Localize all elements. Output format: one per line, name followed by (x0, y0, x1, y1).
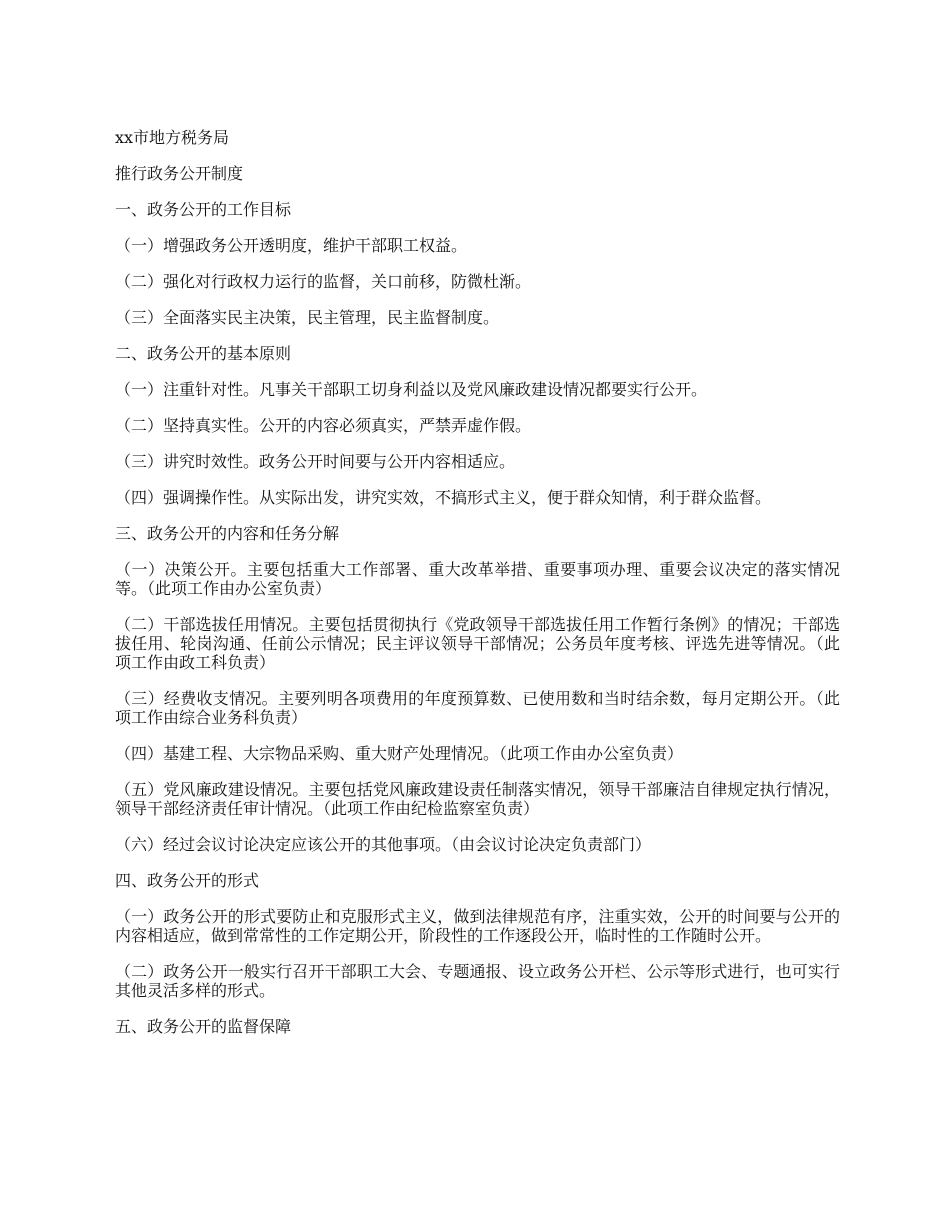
org-title: xx市地方税务局 (115, 128, 230, 147)
section-heading-3: 三、政务公开的内容和任务分解 (115, 524, 340, 543)
section-1-item-1: （一）增强政务公开透明度，维护干部职工权益。 (115, 236, 468, 255)
section-3-item-1: （一）决策公开。主要包括重大工作部署、重大改革举措、重要事项办理、重要会议决定的落实情况等。（此项工作由办公室负责） (115, 560, 840, 598)
section-1-item-3: （三）全面落实民主决策，民主管理，民主监督制度。 (115, 308, 500, 327)
section-4-item-1: （一）政务公开的形式要防止和克服形式主义，做到法律规范有序，注重实效，公开的时间要与公开的内容相适应，做到常常性的工作定期公开，阶段性的工作逐段公开，临时性的工作随时公开。 (115, 907, 840, 945)
section-2-item-3: （三）讲究时效性。政务公开时间要与公开内容相适应。 (115, 452, 516, 471)
section-heading-5: 五、政务公开的监督保障 (115, 1017, 292, 1036)
section-4-item-2: （二）政务公开一般实行召开干部职工大会、专题通报、设立政务公开栏、公示等形式进行，也可实行其他灵活多样的形式。 (115, 962, 840, 1000)
section-1-item-2: （二）强化对行政权力运行的监督，关口前移，防微杜渐。 (115, 272, 532, 291)
section-heading-1: 一、政务公开的工作目标 (115, 200, 292, 219)
section-2-item-2: （二）坚持真实性。公开的内容必须真实，严禁弄虚作假。 (115, 416, 532, 435)
section-3-item-6: （六）经过会议讨论决定应该公开的其他事项。（由会议讨论决定负责部门） (115, 835, 652, 854)
section-2-item-4: （四）强调操作性。从实际出发，讲究实效，不搞形式主义，便于群众知情，利于群众监督。 (115, 488, 772, 507)
section-3-item-3: （三）经费收支情况。主要列明各项费用的年度预算数、已使用数和当时结余数，每月定期公开。（此项工作由综合业务科负责） (115, 689, 840, 727)
section-heading-2: 二、政务公开的基本原则 (115, 344, 292, 363)
section-heading-4: 四、政务公开的形式 (115, 871, 260, 890)
section-3-item-4: （四）基建工程、大宗物品采购、重大财产处理情况。（此项工作由办公室负责） (115, 744, 684, 763)
document-body (115, 128, 840, 1053)
doc-title: 推行政务公开制度 (115, 164, 244, 183)
section-3-item-5: （五）党风廉政建设情况。主要包括党风廉政建设责任制落实情况，领导干部廉洁自律规定执行情况，领导干部经济责任审计情况。（此项工作由纪检监察室负责） (115, 780, 840, 818)
section-3-item-2: （二）干部选拔任用情况。主要包括贯彻执行《党政领导干部选拔任用工作暂行条例》的情况；干部选拔任用、轮岗沟通、任前公示情况；民主评议领导干部情况；公务员年度考核、评选先进等情况。（此项工作由政工科负责） (115, 615, 840, 672)
section-2-item-1: （一）注重针对性。凡事关干部职工切身利益以及党风廉政建设情况都要实行公开。 (115, 380, 708, 399)
